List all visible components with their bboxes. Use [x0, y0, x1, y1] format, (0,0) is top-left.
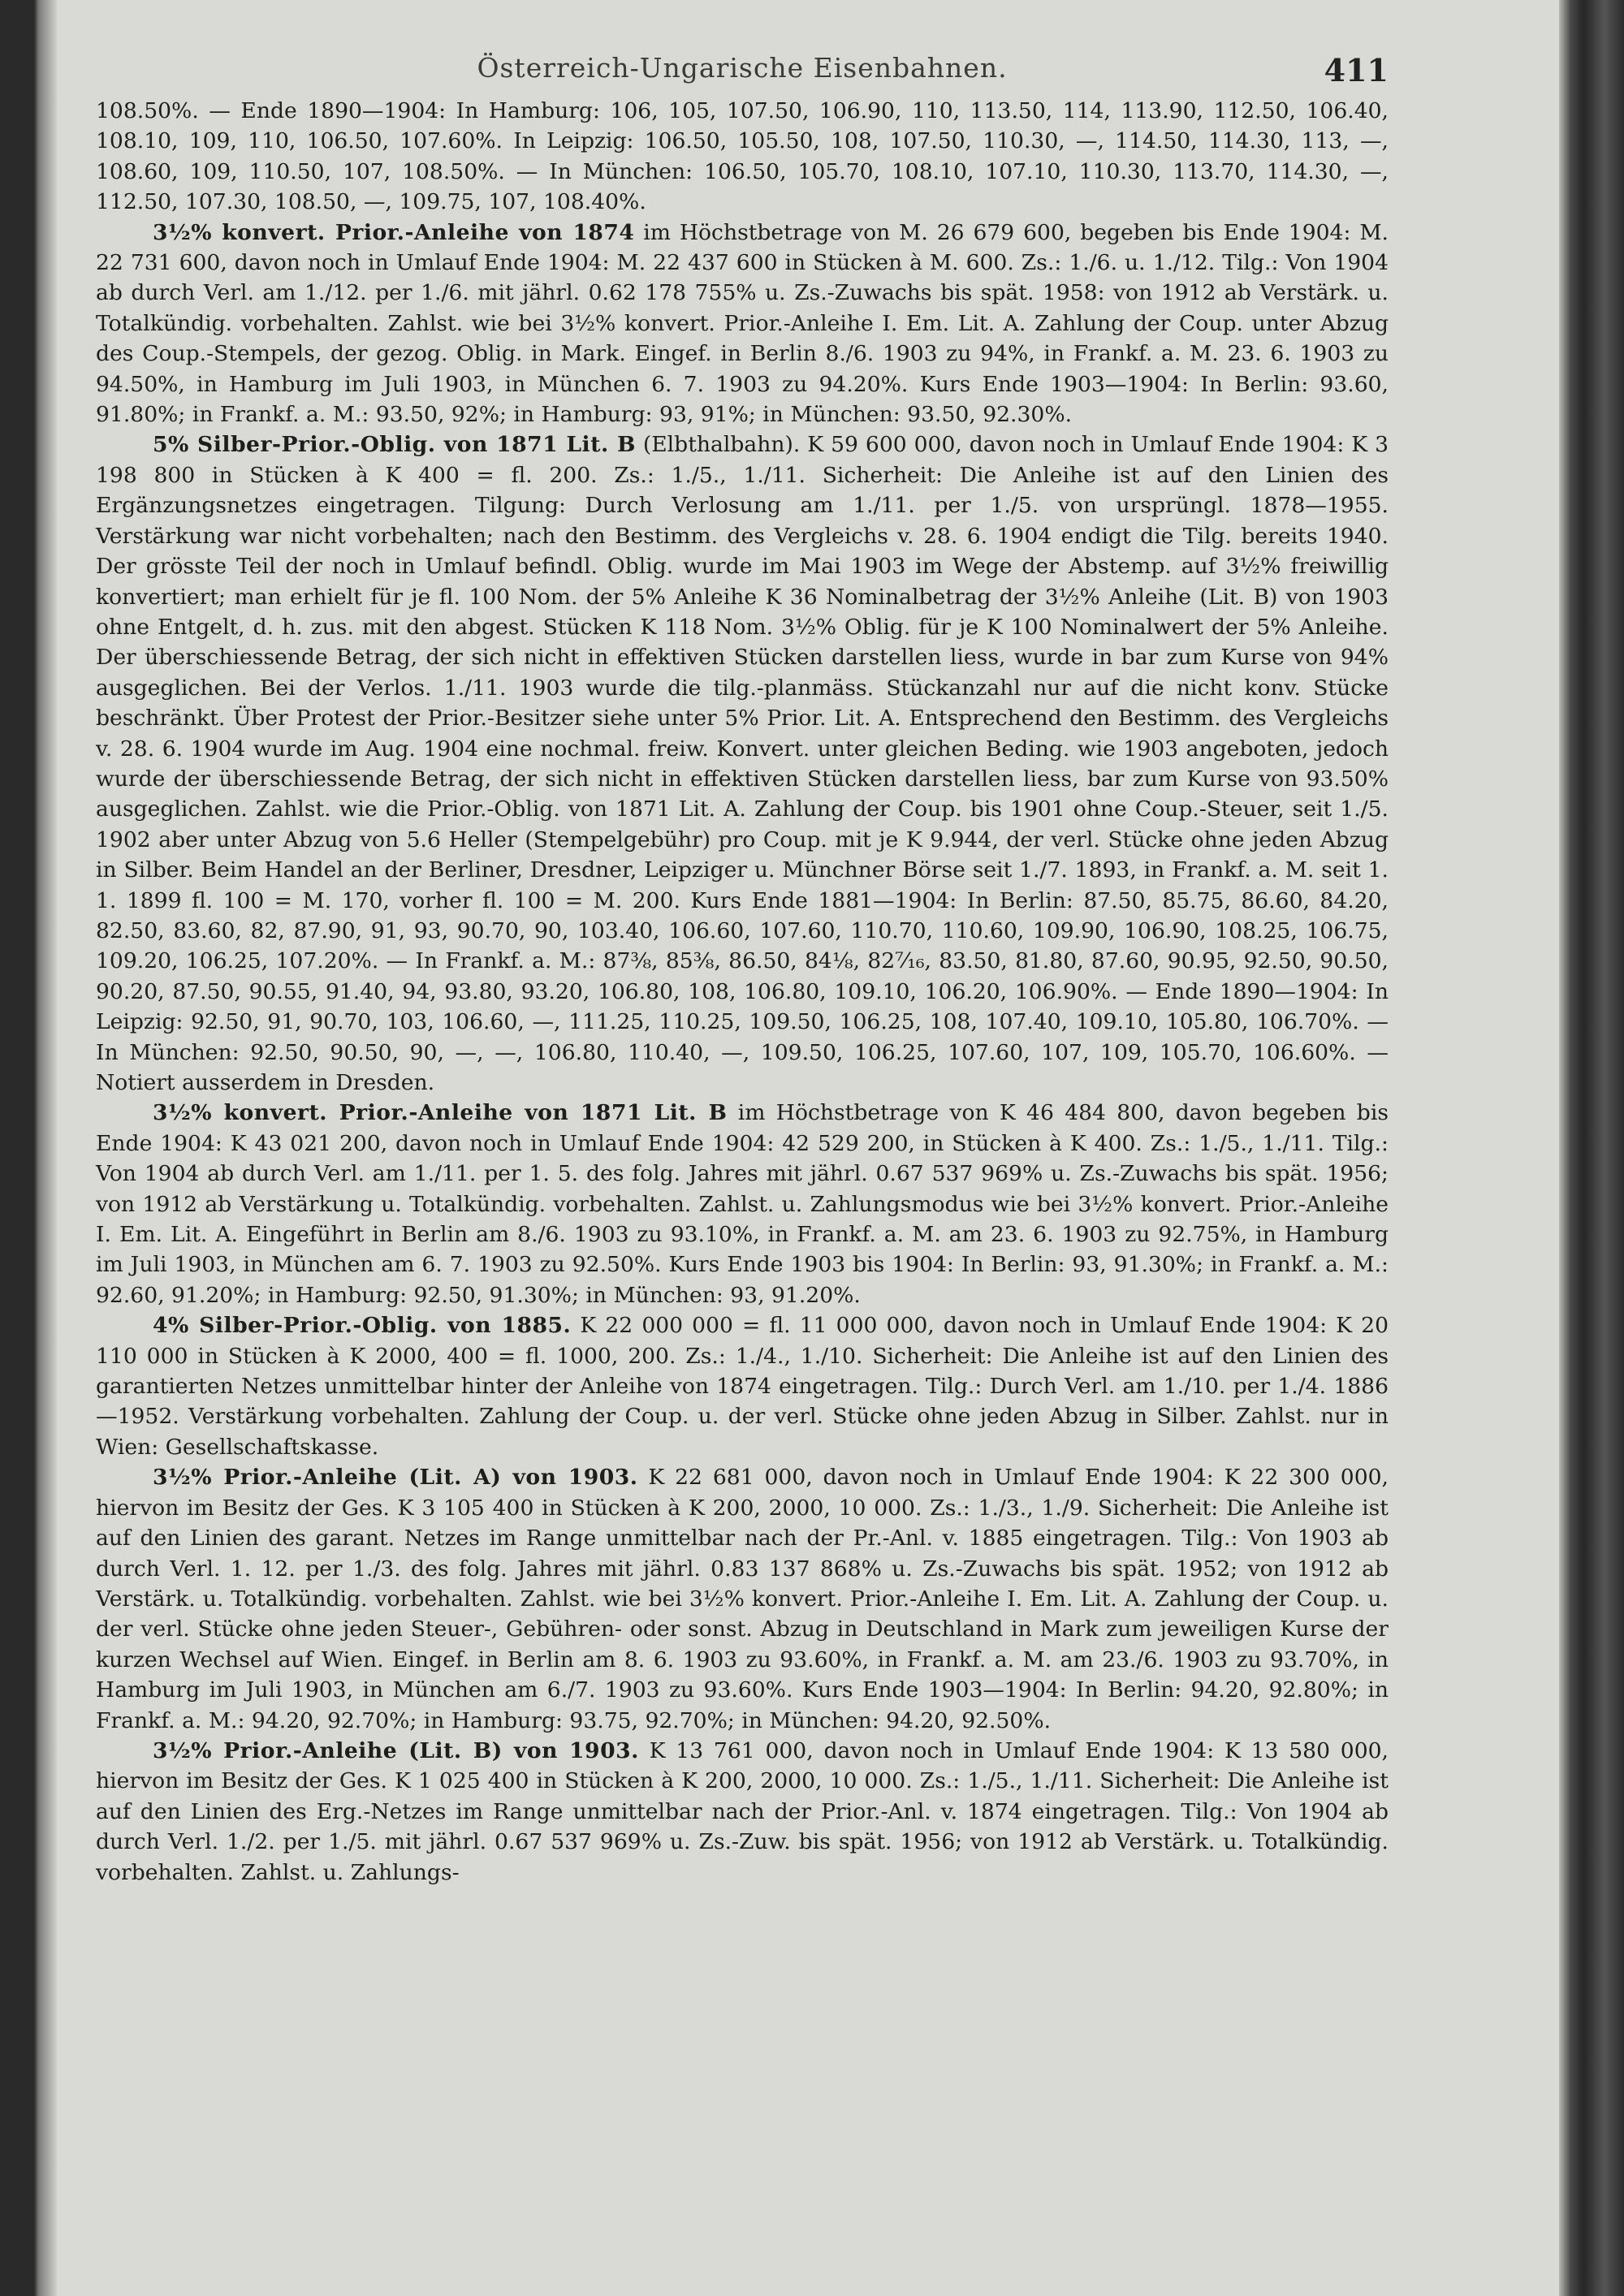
text-block	[96, 96, 1389, 1888]
scan-right-edge	[1559, 0, 1624, 2296]
book-page	[96, 47, 1389, 1888]
paragraph-lit-a-1903	[96, 1462, 1389, 1736]
running-title: Österreich-Ungarische Eisenbahnen.	[477, 52, 1008, 84]
paragraph-text: im Höchstbetrage von K 46 484 800, davon begeben bis Ende 1904: K 43 021 200, davon noch in Umlauf Ende 1904: 42 529 200, in Stücken à K 400. Zs.: 1./5., 1./11. Tilg.: Von 1904 ab durch Verl. am 1./11. per 1. 5. des folg. Jahres mit jährl. 0.67 537 969% u. Zs.-Zuwachs bis spät. 1956; von 1912 ab Verstärkung u. Totalkündig. vorbehalten. Zahlst. u. Zahlungsmodus wie bei 3½% konvert. Prior.-Anleihe I. Em. Lit. A. Eingeführt in Berlin am 8./6. 1903 zu 93.10%, in Frankf. a. M. am 23. 6. 1903 zu 92.75%, in Hamburg im Juli 1903, in München am 6. 7. 1903 zu 92.50%. Kurs Ende 1903 bis 1904: In Berlin: 93, 91.30%; in Frankf. a. M.: 92.60, 91.20%; in Hamburg: 92.50, 91.30%; in München: 93, 91.20%.	[96, 1100, 1389, 1308]
paragraph-text: (Elbthalbahn). K 59 600 000, davon noch in Umlauf Ende 1904: K 3 198 800 in Stücken à K 400 = fl. 200. Zs.: 1./5., 1./11. Sicherheit: Die Anleihe ist auf den Linien des Ergänzungsnetzes eingetragen. Tilgung: Durch Verlosung am 1./11. per 1./5. von ursprüngl. 1878—1955. Verstärkung war nicht vorbehalten; nach den Bestimm. des Vergleichs v. 28. 6. 1904 endigt die Tilg. bereits 1940. Der grösste Teil der noch in Umlauf befindl. Oblig. wurde im Mai 1903 im Wege der Abstemp. auf 3½% freiwillig konvertiert; man erhielt für je fl. 100 Nom. der 5% Anleihe K 36 Nominalbetrag der 3½% Anleihe (Lit. B) von 1903 ohne Entgelt, d. h. zus. mit den abgest. Stücken K 118 Nom. 3½% Oblig. für je K 100 Nominalwert der 5% Anleihe. Der überschiessende Betrag, der sich nicht in effektiven Stücken darstellen liess, wurde in bar zum Kurse von 94% ausgeglichen. Bei der Verlos. 1./11. 1903 wurde die tilg.-planmäss. Stückanzahl nur auf die nicht konv. Stücke beschränkt. Über Protest der Prior.-Besitzer siehe unter 5% Prior. Lit. A. Entsprechend den Bestimm. des Vergleichs v. 28. 6. 1904 wurde im Aug. 1904 eine nochmal. freiw. Konvert. unter gleichen Beding. wie 1903 angeboten, jedoch wurde der überschiessende Betrag, der sich nicht in effektiven Stücken darstellen liess, bar zum Kurse von 93.50% ausgeglichen. Zahlst. wie die Prior.-Oblig. von 1871 Lit. A. Zahlung der Coup. bis 1901 ohne Coup.-Steuer, seit 1./5. 1902 aber unter Abzug von 5.6 Heller (Stempelgebühr) pro Coup. mit je K 9.944, der verl. Stücke ohne jeden Abzug in Silber. Beim Handel an der Berliner, Dresdner, Leipziger u. Münchner Börse seit 1./7. 1893, in Frankf. a. M. seit 1. 1. 1899 fl. 100 = M. 170, vorher fl. 100 = M. 200. Kurs Ende 1881—1904: In Berlin: 87.50, 85.75, 86.60, 84.20, 82.50, 83.60, 82, 87.90, 91, 93, 90.70, 90, 103.40, 106.60, 107.60, 110.70, 110.60, 109.90, 106.90, 108.25, 106.75, 109.20, 106.25, 107.20%. — In Frankf. a. M.: 87⅜, 85⅜, 86.50, 84⅛, 82⁷⁄₁₆, 83.50, 81.80, 87.60, 90.95, 92.50, 90.50, 90.20, 87.50, 90.55, 91.40, 94, 93.80, 93.20, 106.80, 108, 106.80, 109.10, 106.20, 106.90%. — Ende 1890—1904: In Leipzig: 92.50, 91, 90.70, 103, 106.60, —, 111.25, 110.25, 109.50, 106.25, 108, 107.40, 109.10, 105.80, 106.70%. — In München: 92.50, 90.50, 90, —, —, 106.80, 110.40, —, 109.50, 106.25, 107.60, 107, 109, 105.70, 106.60%. — Notiert ausserdem in Dresden.	[96, 432, 1389, 1095]
paragraph-text: K 22 000 000 = fl. 11 000 000, davon noch in Umlauf Ende 1904: K 20 110 000 in Stücken à K 2000, 400 = fl. 1000, 200. Zs.: 1./4., 1./10. Sicherheit: Die Anleihe ist auf den Linien des garantierten Netzes unmittelbar hinter der Anleihe von 1874 eingetragen. Tilg.: Durch Verl. am 1./10. per 1./4. 1886—1952. Verstärkung vorbehalten. Zahlung der Coup. u. der verl. Stücke ohne jeden Abzug in Silber. Zahlst. nur in Wien: Gesellschaftskasse.	[96, 1313, 1389, 1460]
paragraph-silber-1871-b	[96, 429, 1389, 1098]
entry-heading: 3½% Prior.-Anleihe (Lit. B) von 1903.	[153, 1737, 639, 1763]
paragraph-text: K 13 761 000, davon noch in Umlauf Ende 1904: K 13 580 000, hiervon im Besitz der Ges. K 1 025 400 in Stücken à K 200, 2000, 10 000. Zs.: 1./5., 1./11. Sicherheit: Die Anleihe ist auf den Linien des Erg.-Netzes im Range unmittelbar nach der Prior.-Anl. v. 1874 eingetragen. Tilg.: Von 1904 ab durch Verl. 1./2. per 1./5. mit jährl. 0.67 537 969% u. Zs.-Zuw. bis spät. 1956; von 1912 ab Verstärk. u. Totalkündig. vorbehalten. Zahlst. u. Zahlungs-	[96, 1737, 1389, 1885]
entry-heading: 3½% konvert. Prior.-Anleihe von 1874	[153, 219, 635, 245]
paragraph-text: K 22 681 000, davon noch in Umlauf Ende 1904: K 22 300 000, hiervon im Besitz der Ges. K 3 105 400 in Stücken à K 200, 2000, 10 000. Zs.: 1./3., 1./9. Sicherheit: Die Anleihe ist auf den Linien des garant. Netzes im Range unmittelbar nach der Pr.-Anl. v. 1885 eingetragen. Tilg.: Von 1903 ab durch Verl. 1. 12. per 1./3. des folg. Jahres mit jährl. 0.83 137 868% u. Zs.-Zuwachs bis spät. 1952; von 1912 ab Verstärk. u. Totalkündig. vorbehalten. Zahlst. wie bei 3½% konvert. Prior.-Anleihe I. Em. Lit. A. Zahlung der Coup. u. der verl. Stücke ohne jeden Steuer-, Gebühren- oder sonst. Abzug in Deutschland in Mark zum jeweiligen Kurse der kurzen Wechsel auf Wien. Eingef. in Berlin am 8. 6. 1903 zu 93.60%, in Frankf. a. M. am 23./6. 1903 zu 93.70%, in Hamburg im Juli 1903, in München am 6./7. 1903 zu 93.60%. Kurs Ende 1903—1904: In Berlin: 94.20, 92.80%; in Frankf. a. M.: 94.20, 92.70%; in Hamburg: 93.75, 92.70%; in München: 94.20, 92.50%.	[96, 1465, 1389, 1733]
entry-heading: 3½% Prior.-Anleihe (Lit. A) von 1903.	[153, 1465, 638, 1491]
page-header	[96, 47, 1389, 96]
paragraph-konvert-1871-b	[96, 1098, 1389, 1310]
entry-heading: 5% Silber-Prior.-Oblig. von 1871 Lit. B	[153, 432, 636, 458]
scan-left-edge	[0, 0, 57, 2296]
paragraph-silber-1885	[96, 1310, 1389, 1462]
entry-heading: 4% Silber-Prior.-Oblig. von 1885.	[153, 1313, 572, 1339]
paragraph-konvert-1874	[96, 218, 1389, 430]
paragraph-text: 108.50%. — Ende 1890—1904: In Hamburg: 106, 105, 107.50, 106.90, 110, 113.50, 114, 113.90, 112.50, 106.40, 108.10, 109, 110, 106.50, 107.60%. In Leipzig: 106.50, 105.50, 108, 107.50, 110.30, —, 114.50, 114.30, 113, —, 108.60, 109, 110.50, 107, 108.50%. — In München: 106.50, 105.70, 108.10, 107.10, 110.30, 113.70, 114.30, —, 112.50, 107.30, 108.50, —, 109.75, 107, 108.40%.	[96, 98, 1389, 215]
paragraph-continuation	[96, 96, 1389, 218]
page-number: 411	[1324, 52, 1389, 88]
entry-heading: 3½% konvert. Prior.-Anleihe von 1871 Lit. B	[153, 1100, 728, 1126]
paragraph-text: im Höchstbetrage von M. 26 679 600, begeben bis Ende 1904: M. 22 731 600, davon noch in Umlauf Ende 1904: M. 22 437 600 in Stücken à M. 600. Zs.: 1./6. u. 1./12. Tilg.: Von 1904 ab durch Verl. am 1./12. per 1./6. mit jährl. 0.62 178 755% u. Zs.-Zuwachs bis spät. 1958: von 1912 ab Verstärk. u. Totalkündig. vorbehalten. Zahlst. wie bei 3½% konvert. Prior.-Anleihe I. Em. Lit. A. Zahlung der Coup. unter Abzug des Coup.-Stempels, der gezog. Oblig. in Mark. Eingef. in Berlin 8./6. 1903 zu 94%, in Frankf. a. M. 23. 6. 1903 zu 94.50%, in Hamburg im Juli 1903, in München 6. 7. 1903 zu 94.20%. Kurs Ende 1903—1904: In Berlin: 93.60, 91.80%; in Frankf. a. M.: 93.50, 92%; in Hamburg: 93, 91%; in München: 93.50, 92.30%.	[96, 219, 1389, 428]
paragraph-lit-b-1903	[96, 1736, 1389, 1888]
